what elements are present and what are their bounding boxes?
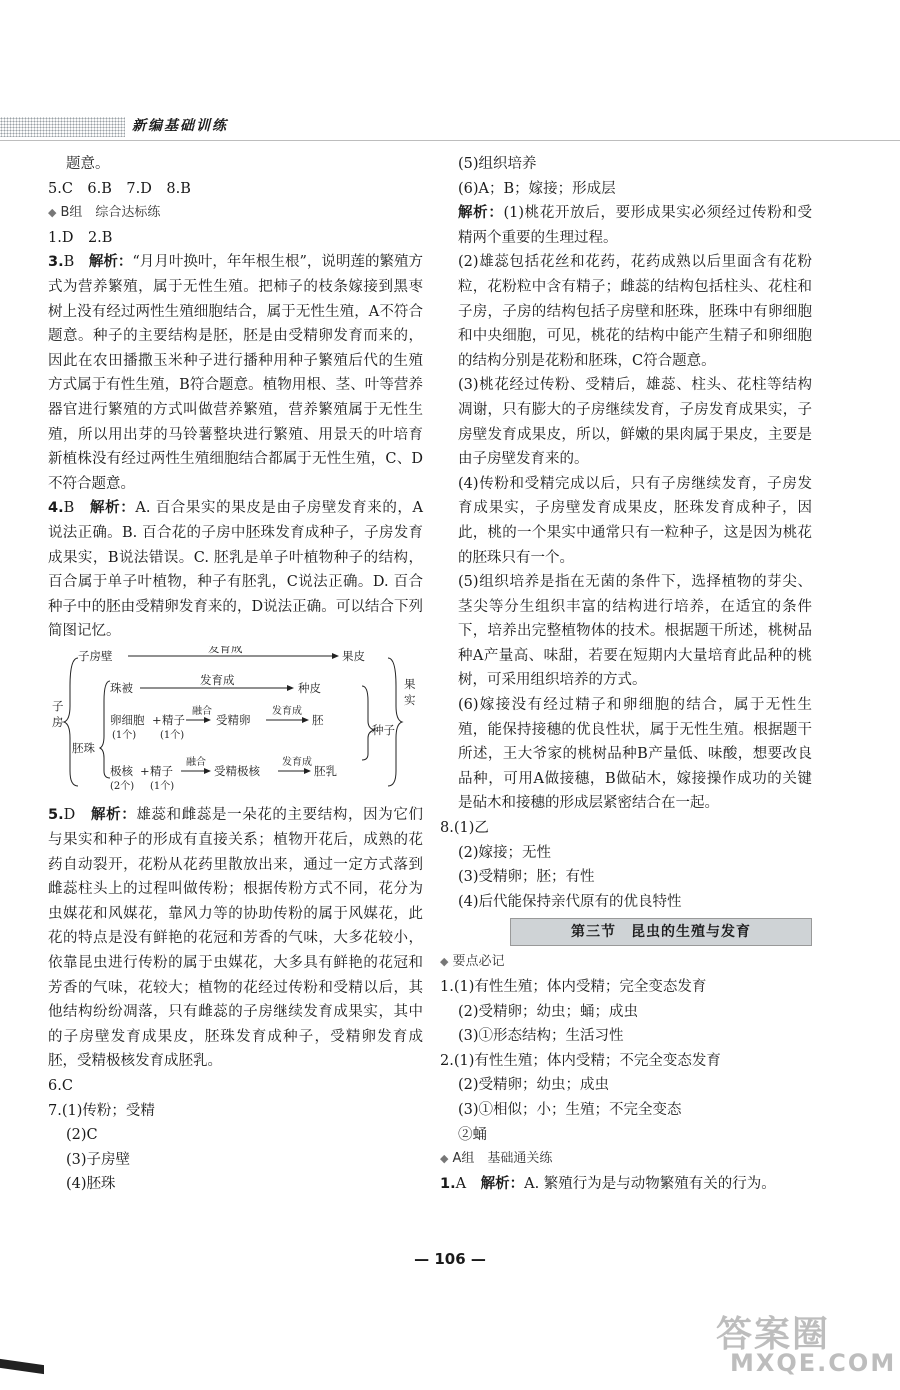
group-heading-label: B组 综合达标练 <box>60 205 161 221</box>
question-number: 1. <box>440 1175 456 1192</box>
analysis-text: (1)桃花开放后，要形成果实必须经过传粉和受精两个重要的生理过程。 <box>458 205 813 246</box>
analysis-label: 解析： <box>480 1175 525 1192</box>
answer-line: (5)组织培养 <box>458 156 537 172</box>
answer-line: 5.C 6.B 7.D 8.B <box>48 180 191 197</box>
label-ovary-wall: 子房壁 <box>78 648 113 663</box>
answer-line: 8.(1)乙 <box>440 820 489 837</box>
analysis-label: 解析： <box>458 205 504 222</box>
label-fusion: 融合 <box>186 756 206 768</box>
text-line: 题意。 <box>66 156 110 172</box>
group-heading-a <box>440 1147 812 1172</box>
analysis-label: 解析： <box>88 254 133 271</box>
header-divider <box>0 140 900 141</box>
analysis-p4: (4)传粉和受精完成以后，只有子房继续发育，子房发育成果实，子房壁发育成果皮，胚珠发育成种子，因此，桃的一个果实中通常只有一粒种子，这是因为桃花的胚珠只有一个。 <box>458 475 812 566</box>
diamond-icon: ◆ <box>440 1152 449 1166</box>
question-answer: B <box>63 254 75 271</box>
analysis-text: A. 繁殖行为是与动物繁殖有关的行为。 <box>524 1175 776 1192</box>
label-develops: 发育成 <box>282 756 312 768</box>
label-develops: 发育成 <box>272 705 302 717</box>
label-endosperm: 胚乳 <box>314 763 337 778</box>
label-fruit-2: 实 <box>404 692 416 707</box>
label-ovary-1: 子 <box>52 698 64 713</box>
label-polar-nuclei: 极核 <box>110 763 133 778</box>
label-sperm: 精子 <box>150 763 173 778</box>
question-answer: B <box>63 500 75 517</box>
group-heading-label: A组 基础通关练 <box>452 1151 553 1167</box>
right-column <box>440 152 812 1196</box>
analysis-p3: (3)桃花经过传粉、受精后，雄蕊、柱头、花柱等结构凋谢，只有膨大的子房继续发育，子房发育成果实，子房壁发育成果皮，所以，鲜嫩的果肉属于果皮，主要是由子房壁发育来的。 <box>458 377 812 468</box>
analysis-label: 解析： <box>90 500 136 517</box>
label-develops: 发育成 <box>208 645 243 655</box>
section-title: 第三节 昆虫的生殖与发育 <box>510 918 812 946</box>
label-fruit-1: 果 <box>404 676 416 691</box>
watermark-logo <box>716 1306 896 1377</box>
header-dot-pattern <box>0 117 125 137</box>
question-answer: D <box>63 807 76 824</box>
answer-line: 1.(1)有性生殖；体内受精；完全变态发育 <box>440 979 707 995</box>
answer-line: (3)①相似；小；生殖；不完全变态 <box>458 1101 682 1118</box>
answer-line: (2)受精卵；幼虫；成虫 <box>458 1077 610 1094</box>
question-answer: A <box>455 1175 467 1192</box>
label-develops: 发育成 <box>200 672 235 687</box>
answer-line: ②蛹 <box>458 1126 487 1143</box>
label-integument: 珠被 <box>110 680 133 695</box>
group-heading-label: 要点必记 <box>452 954 505 970</box>
answer-q3 <box>48 250 423 496</box>
question-number: 5. <box>48 807 64 824</box>
answer-line: 2.(1)有性生殖；体内受精；不完全变态发育 <box>440 1052 721 1069</box>
analysis-p2: (2)雄蕊包括花丝和花药，花药成熟以后里面含有花粉粒，花粉粒中含有精子；雌蕊的结构包括柱头、花柱和子房，子房的结构包括子房壁和胚珠，胚珠中有卵细胞和中央细胞，可见，桃花的结构中能产生精子和卵细胞的结构分别是花粉和胚珠，C符合题意。 <box>458 254 812 369</box>
analysis-text: A. 百合果实的果皮是由子房壁发育来的，A说法正确。B. 百合花的子房中胚珠发育成种子，子房发育成果实，B说法错误。C. 胚乳是单子叶植物种子的结构，百合属于单子叶植物，种子有胚乳，C说法正确。D. 百合种子中的胚由受精卵发育来的，D说法正确。可以结合下列简图记忆。 <box>48 500 424 640</box>
analysis-text: “月月叶换叶，年年根生根”，说明莲的繁殖方式为营养繁殖，属于无性生殖。把柿子的枝条嫁接到黑枣树上没有经过两性生殖细胞结合，属于无性生殖，A不符合题意。种子的主要结构是胚，胚是由受精卵发育而来的，因此在农田播撒玉米种子进行播种用种子繁殖后代的生殖方式属于有性生殖，B符合题意。植物用根、茎、叶等营养器官进行繁殖的方式叫做营养繁殖，营养繁殖属于无性生殖，所以用出芽的马铃薯整块进行繁殖、用景天的叶培育新植株没有经过两性生殖细胞结合都属于无性生殖，C、D不符合题意。 <box>48 254 424 492</box>
answer-a1 <box>440 1172 812 1197</box>
answer-line: (3)子房壁 <box>66 1151 131 1168</box>
answer-line: (2)嫁接；无性 <box>458 844 552 861</box>
answer-line: (3)受精卵；胚；有性 <box>458 869 595 886</box>
diamond-icon: ◆ <box>48 206 57 220</box>
fruit-formation-diagram <box>48 646 423 791</box>
answer-line: 1.D 2.B <box>48 229 113 246</box>
answer-line: (4)后代能保持亲代原有的优良特性 <box>458 893 682 910</box>
label-sperm: 精子 <box>162 712 185 727</box>
label-count-one: (1个) <box>160 729 185 741</box>
watermark-url: MXQE.COM <box>730 1349 897 1377</box>
label-count-one: (1个) <box>112 729 137 741</box>
label-count-one: (1个) <box>150 780 175 791</box>
label-fusion: 融合 <box>192 705 212 717</box>
label-seed: 种子 <box>372 722 395 737</box>
label-zygote: 受精卵 <box>216 712 251 727</box>
answer-line: 7.(1)传粉；受精 <box>48 1102 155 1119</box>
analysis-p1 <box>440 201 812 250</box>
label-plus: + <box>152 712 162 727</box>
analysis-label: 解析： <box>91 807 137 824</box>
label-seed-coat: 种皮 <box>298 680 321 695</box>
answer-q4 <box>48 496 423 644</box>
page-number: — 106 — <box>414 1250 486 1268</box>
watermark-text: 答案圈 <box>716 1314 831 1355</box>
label-plus: + <box>140 763 150 778</box>
label-pericarp: 果皮 <box>342 648 365 663</box>
corner-mark <box>0 1359 44 1374</box>
question-number: 4. <box>48 500 64 517</box>
analysis-text: 雄蕊和雌蕊是一朵花的主要结构，因为它们与果实和种子的形成有直接关系；植物开花后，成熟的花药自动裂开，花粉从花药里散放出来，通过一定方式落到雌蕊柱头上的过程叫做传粉；根据传粉方式不同，花分为虫媒花和风媒花，靠风力等的协助传粉的属于风媒花，此花的特点是没有鲜艳的花冠和芳香的气味，大多花较小，依靠昆虫进行传粉的属于虫媒花，大多具有鲜艳的花冠和芳香的气味，花较大；植物的花经过传粉和受精以后，其他结构纷纷凋落，只有雌蕊的子房继续发育成果实，其中的子房壁发育成果皮，胚珠发育成种子，受精卵发育成胚，受精极核发育成胚乳。 <box>48 807 424 1070</box>
left-column <box>48 152 423 1197</box>
label-ovule: 胚珠 <box>72 740 95 755</box>
answer-line: (4)胚珠 <box>66 1176 116 1193</box>
answer-line: 6.C <box>48 1078 73 1094</box>
group-heading-key-points <box>440 950 812 975</box>
book-title: 新编基础训练 <box>132 118 228 134</box>
diamond-icon: ◆ <box>440 955 449 969</box>
answer-line: (3)①形态结构；生活习性 <box>458 1028 624 1045</box>
analysis-p5: (5)组织培养是指在无菌的条件下，选择植物的芽尖、茎尖等分生组织丰富的结构进行培养，在适宜的条件下，培养出完整植物体的技术。根据题干所述，桃树品种A产量高、味甜，若要在短期内大量培育此品种的桃树，可采用组织培养的方式。 <box>458 574 812 689</box>
group-heading-b <box>48 201 423 226</box>
label-embryo: 胚 <box>312 712 324 727</box>
answer-q5 <box>48 803 423 1074</box>
question-number: 3. <box>48 254 64 271</box>
answer-line: (2)受精卵；幼虫；蛹；成虫 <box>458 1003 639 1020</box>
label-fertilized-polar: 受精极核 <box>214 763 260 778</box>
answer-line: (6)A；B；嫁接；形成层 <box>458 180 616 197</box>
answer-line: (2)C <box>66 1127 98 1144</box>
label-egg-cell: 卵细胞 <box>110 712 145 727</box>
analysis-p6: (6)嫁接没有经过精子和卵细胞的结合，属于无性生殖，能保持接穗的优良性状，属于无性生殖。根据题干所述，王大爷家的桃树品种B产量低、味酸，想要改良品种，可用A做接穗，B做砧木，嫁接操作成功的关键是砧木和接穗的形成层紧密结合在一起。 <box>458 697 812 812</box>
label-ovary-2: 房 <box>52 714 64 729</box>
label-count-two: (2个) <box>110 780 135 791</box>
